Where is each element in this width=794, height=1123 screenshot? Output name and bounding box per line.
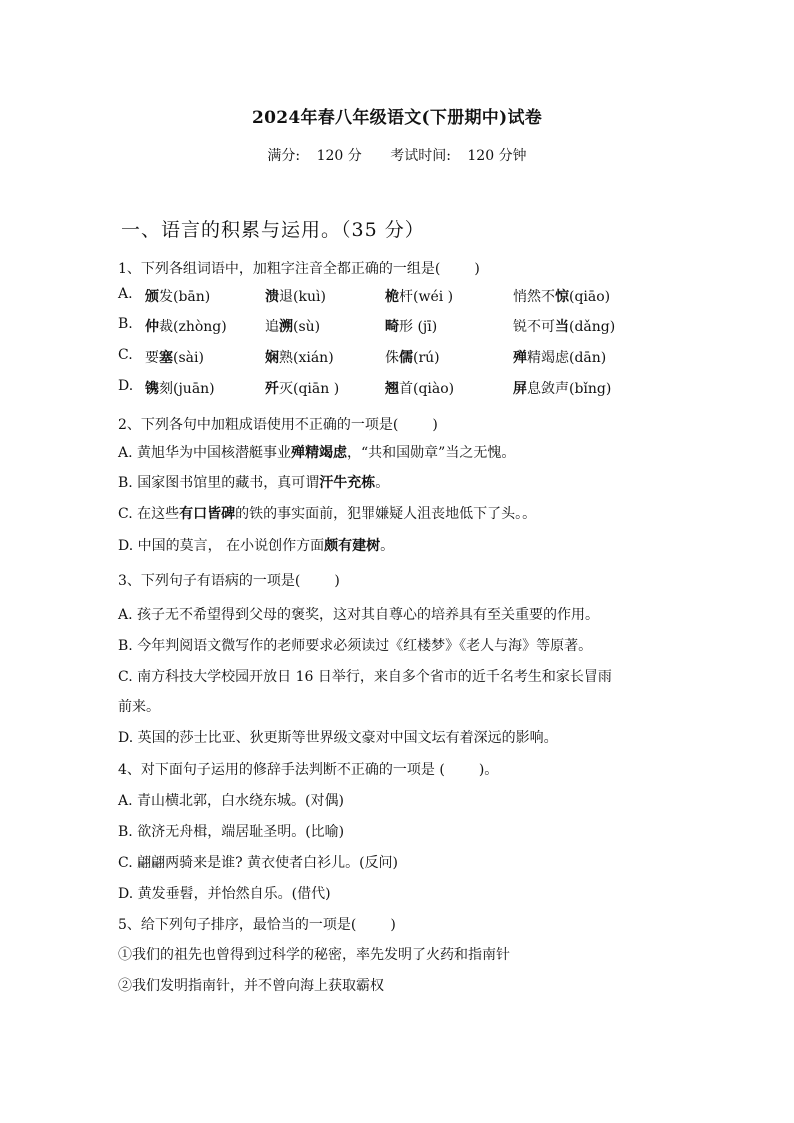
q5-stem: 5、给下列句子排序，最恰当的一项是( ) xyxy=(118,917,396,933)
q1-d-4: 屏息敛声(bǐng) xyxy=(513,381,612,397)
q5-sentence-1: ①我们的祖先也曾得到过科学的秘密，率先发明了火药和指南针 xyxy=(118,947,510,963)
q2-option-d: D. 中国的莫言， 在小说创作方面颇有建树。 xyxy=(118,538,395,554)
q1-d-2: 歼灭(qiān ) xyxy=(265,381,340,397)
q4-stem: 4、对下面句子运用的修辞手法判断不正确的一项是 ( )。 xyxy=(118,762,499,778)
q1-a-4: 悄然不惊(qiāo) xyxy=(513,289,611,305)
q1-a-3: 桅杆(wéi ) xyxy=(385,289,454,305)
q1-c-4: 殚精竭虑(dān) xyxy=(513,350,607,366)
section-heading: 一、语言的积累与运用。（35 分） xyxy=(121,219,425,241)
q2-stem: 2、下列各句中加粗成语使用不正确的一项是( ) xyxy=(118,417,438,433)
q3-option-c-line2: 前来。 xyxy=(118,699,160,715)
full-score-value: 120 分 xyxy=(316,148,362,164)
q2-option-c: C. 在这些有口皆碑的铁的事实面前，犯罪嫌疑人沮丧地低下了头。。 xyxy=(118,506,537,522)
q3-option-b: B. 今年判阅语文微写作的老师要求必须读过《红楼梦》《老人与海》等原著。 xyxy=(118,638,593,654)
q3-option-d: D. 英国的莎士比亚、狄更斯等世界级文豪对中国文坛有着深远的影响。 xyxy=(118,730,558,746)
q2-option-b: B. 国家图书馆里的藏书，真可谓汗牛充栋。 xyxy=(118,475,390,491)
q4-option-d: D. 黄发垂髫，并怡然自乐。(借代) xyxy=(118,886,331,902)
q1-row-b-letter: B. xyxy=(118,316,133,332)
exam-meta xyxy=(0,145,794,165)
q1-b-2: 追溯(sù) xyxy=(265,319,321,335)
q1-d-1: 镌刻(juān) xyxy=(145,381,215,397)
q1-row-c-letter: C. xyxy=(118,347,133,363)
q1-a-2: 溃退(kuì) xyxy=(265,289,326,305)
q2-option-a: A. 黄旭华为中国核潜艇事业殚精竭虑，“共和国勋章”当之无愧。 xyxy=(118,445,516,461)
time-value: 120 分钟 xyxy=(467,148,527,164)
q3-option-c-line1: C. 南方科技大学校园开放日 16 日举行，来自多个省市的近千名考生和家长冒雨 xyxy=(118,669,612,685)
q4-option-a: A. 青山横北郭，白水绕东城。(对偶) xyxy=(118,793,344,809)
q1-row-a-letter: A. xyxy=(118,286,133,302)
q1-c-2: 娴熟(xián) xyxy=(265,350,334,366)
exam-title: 2024年春八年级语文(下册期中)试卷 xyxy=(251,108,543,128)
q1-b-1: 仲裁(zhòng) xyxy=(145,319,227,335)
time-label: 考试时间: xyxy=(390,148,451,164)
q4-option-c: C. 翩翩两骑来是谁? 黄衣使者白衫儿。(反问) xyxy=(118,855,398,871)
full-score-label: 满分: xyxy=(267,148,301,164)
q1-stem-text: 1、下列各组词语中，加粗字注音全都正确的一组是( xyxy=(118,261,441,277)
q5-sentence-2: ②我们发明指南针，并不曾向海上获取霸权 xyxy=(118,978,384,994)
q1-b-4: 锐不可当(dǎng) xyxy=(513,319,616,335)
q3-option-a: A. 孩子无不希望得到父母的褒奖，这对其自尊心的培养具有至关重要的作用。 xyxy=(118,607,600,623)
q1-row-d-letter: D. xyxy=(118,378,134,394)
q4-option-b: B. 欲济无舟楫，端居耻圣明。(比喻) xyxy=(118,824,345,840)
q1-a-1: 颁发(bān) xyxy=(145,289,211,305)
q1-stem-end: ) xyxy=(474,261,480,277)
q1-b-3: 畸形 (jī) xyxy=(385,319,438,335)
q1-c-1: 要塞(sài) xyxy=(145,350,204,366)
q1-c-3: 侏儒(rú) xyxy=(385,350,440,366)
q1-stem xyxy=(118,258,480,278)
q1-d-3: 翘首(qiào) xyxy=(385,381,455,397)
q3-stem: 3、下列句子有语病的一项是( ) xyxy=(118,573,340,589)
